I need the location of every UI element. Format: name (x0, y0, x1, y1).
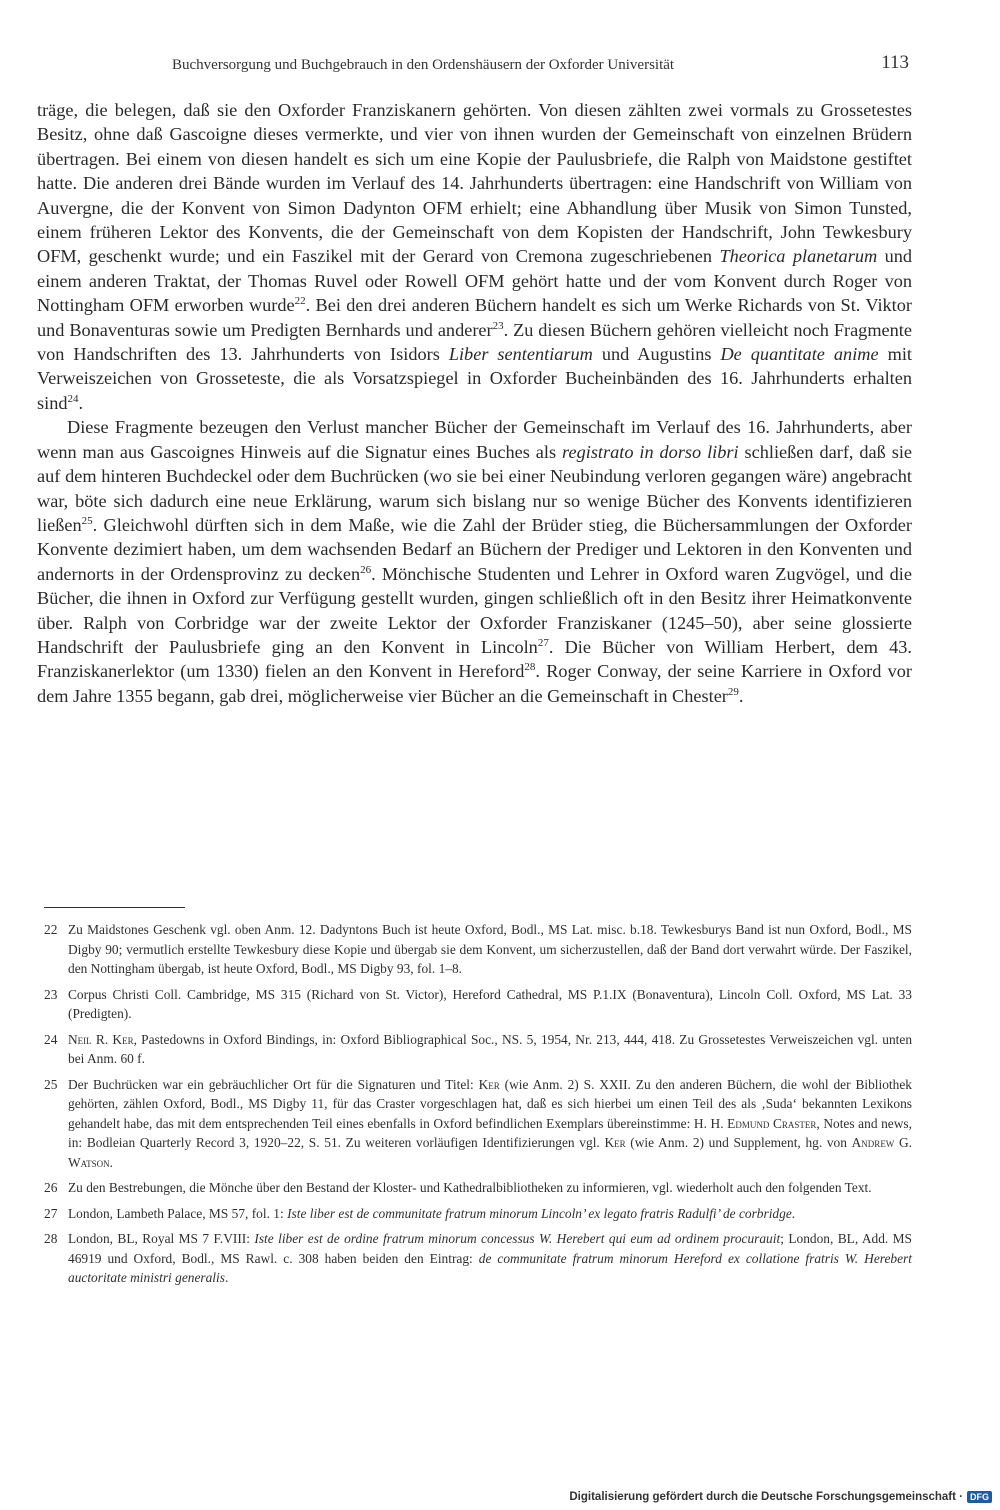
footnotes (44, 920, 912, 1294)
footnote-divider (44, 907, 185, 908)
footnote-ref-28[interactable]: 28 (524, 661, 536, 674)
footnote-ref-22[interactable]: 22 (294, 295, 306, 308)
footnote-23: 23 Corpus Christi Coll. Cambridge, MS 315 (Richard von St. Victor), Hereford Cathedral, MS P.1.IX (Bonaventura), Lincoln Coll. Oxford, MS Lat. 33 (Predigten). (44, 986, 912, 1021)
footnote-number: 26 (44, 1180, 58, 1195)
footnote-number: 24 (44, 1031, 58, 1047)
footnote-24: 24 Neil R. Ker, Pastedowns in Oxford Bindings, in: Oxford Bibliographical Soc., NS. 5, 1954, Nr. 213, 444, 418. Zu Grossetestes Verweiszeichen vgl. unten bei Anm. 60 f. (44, 1031, 913, 1066)
footnote-ref-27[interactable]: 27 (537, 636, 549, 649)
footnote-28: 28 London, BL, Royal MS 7 F.VIII: Iste liber est de ordine fratrum minorum concessus W. Herebert qui eum ad ordinem procurauit; London, BL, Add. MS 46919 und Oxford, Bodl., MS Rawl. c. 308 haben beiden den Eintrag: de communitate fratrum minorum Hereford ex collatione fratris W. Herebert auctoritate ministri generalis. (44, 1231, 912, 1285)
footnote-ref-25[interactable]: 25 (81, 514, 93, 527)
footnote-ref-26[interactable]: 26 (360, 563, 372, 576)
footnote-ref-29[interactable]: 29 (727, 685, 739, 698)
funding-text: Digitalisierung gefördert durch die Deutsche Forschungsgemeinschaft · (569, 1491, 963, 1503)
footnote-number: 28 (44, 1231, 58, 1246)
running-header (172, 52, 909, 80)
footnote-26: 26 Zu den Bestrebungen, die Mönche über den Bestand der Kloster- und Kathedralbibliotheken zu informieren, vgl. wiederholt auch den folgenden Text. (44, 1178, 912, 1198)
author-name: Ker (604, 1135, 626, 1150)
funding-banner (569, 1488, 992, 1506)
main-text (37, 98, 912, 708)
paragraph-2: Diese Fragmente bezeugen den Verlust mancher Bücher der Gemeinschaft im Verlauf des 16. Jahrhunderts, aber wenn man aus Gascoignes Hinweis auf die Signatur eines Buches als registrato in dorso libri schließen darf, daß sie auf dem hinteren Buchdeckel oder dem Buchrücken (wo sie bei einer Neubindung verloren gegangen wäre) angebracht war, böte sich dadurch eine neue Erklärung, warum sich bislang nur so wenige Bücher des Konvents identifizieren ließen$^{25}$. Gleichwohl dürften sich in dem Maße, wie die Zahl der Brüder stieg, die Büchersammlungen der Oxforder Konvente dezimiert haben, um dem wachsenden Bedarf an Büchern der Prediger und Lektoren in den Konventen und andernorts in der Ordensprovinz zu decken$^{26}$. Mönchische Studenten und Lehrer in Oxford waren Zugvögel, und die Bücher, die ihnen in Oxford zur Verfügung gestellt wurden, gingen schließlich oft in den Besitz ihrer Heimatkonvente über. Ralph von Corbridge war der zweite Lektor der Oxforder Franziskaner (1245–50), aber seine glossierte Handschrift der Paulusbriefe ging an den Konvent in Lincoln$^{27}$. Die Bücher von William Herbert, dem 43. Franziskanerlektor (um 1330) fielen an den Konvent in Hereford$^{28}$. Roger Conway, der seine Karriere in Oxford vor dem Jahre 1355 begann, gab drei, möglicherweise vier Bücher an die Gemeinschaft in Chester$^{29}$. (37, 417, 913, 706)
author-name: Andrew G. Watson (68, 1135, 913, 1170)
footnote-22: 22 Zu Maidstones Geschenk vgl. oben Anm. 12. Dadyntons Buch ist heute Oxford, Bodl., MS Lat. misc. b.18. Tewkesburys Band ist nun Oxford, Bodl., MS Digby 90; vermutlich erstellte Tewkesbury diese Kopie und übergab sie dem Konvent, um sicherzustellen, daß der Band dort verwahrt würde. Der Faszikel, den Nottingham übergab, ist heute Oxford, Bodl., MS Digby 93, fol. 1–8. (44, 922, 912, 976)
footnote-27: 27 London, Lambeth Palace, MS 57, fol. 1: Iste liber est de communitate fratrum minorum Lincoln’ ex legato fratris Radulfi’ de corbridge. (44, 1204, 912, 1224)
running-title: Buchversorgung und Buchgebrauch in den Ordenshäusern der Oxforder Universität (172, 57, 675, 73)
dfg-logo: DFG (967, 1491, 992, 1503)
footnote-ref-23[interactable]: 23 (492, 319, 504, 332)
page-number: 113 (881, 52, 909, 73)
footnote-number: 22 (44, 922, 58, 937)
footnote-25: 25 Der Buchrücken war ein gebräuchlicher Ort für die Signaturen und Titel: Ker (wie Anm. 2) S. XXII. Zu den anderen Büchern, die wohl der Bibliothek gehörten, zählen Oxford, Bodl., MS Digby 11, für das Craster vorgeschlagen hat, daß es sich hierbei um einen Teil des als ‚Suda‘ bekannten Lexikons gehandelt habe, das mit dem entsprechenden Teil eines ebenfalls in Oxford befindlichen Exemplars übereinstimme: H. H. Edmund Craster, Notes and news, in: Bodleian Quarterly Record 3, 1920–22, S. 51. Zu weiteren vorläufigen Identifizierungen vgl. Ker (wie Anm. 2) und Supplement, hg. von Andrew G. Watson. (44, 1076, 913, 1170)
footnote-ref-24[interactable]: 24 (67, 392, 79, 405)
author-name: Neil R. Ker (68, 1031, 134, 1047)
paragraph-1: träge, die belegen, daß sie den Oxforder Franziskanern gehörten. Von diesen zählten zwei vormals zu Grossetestes Besitz, ohne daß Gascoigne dieses vermerkte, und vier von ihnen wurden der Gemeinschaft von einzelnen Brüdern übertragen. Bei einem von diesen handelt es sich um eine Kopie der Paulusbriefe, die Ralph von Maidstone gestiftet hatte. Die anderen drei Bände wurden im Verlauf des 14. Jahrhunderts übertragen: eine Handschrift von William von Auvergne, die der Konvent von Simon Dadynton OFM erhielt; eine Abhandlung über Musik von Simon Tunsted, einem früheren Lektor des Konvents, die der Gemeinschaft von dem Kopisten der Handschrift, John Tewkesbury OFM, geschenkt wurde; und ein Faszikel mit der Gerard von Cremona zugeschriebenen Theorica planetarum und einem anderen Traktat, der Thomas Ruvel oder Rowell OFM gehört hatte und der vom Konvent durch Roger von Nottingham OFM erworben wurde$^{22}$. Bei den drei anderen Büchern handelt es sich um Werke Richards von St. Viktor und Bonaventuras sowie um Predigten Bernhards und anderer$^{23}$. Zu diesen Büchern gehören vielleicht noch Fragmente von Handschriften des 13. Jahrhunderts von Isidors Liber sententiarum und Augustins De quantitate anime mit Verweiszeichen von Grosseteste, die als Vorsatzspiegel in Oxforder Bucheinbänden des 16. Jahrhunderts erhalten sind$^{24}$. (37, 100, 912, 413)
footnote-number: 25 (44, 1076, 58, 1092)
author-name: Ker (478, 1076, 500, 1092)
footnote-number: 23 (44, 986, 58, 1002)
footnote-number: 27 (44, 1205, 58, 1221)
author-name: Edmund Craster (727, 1115, 817, 1131)
